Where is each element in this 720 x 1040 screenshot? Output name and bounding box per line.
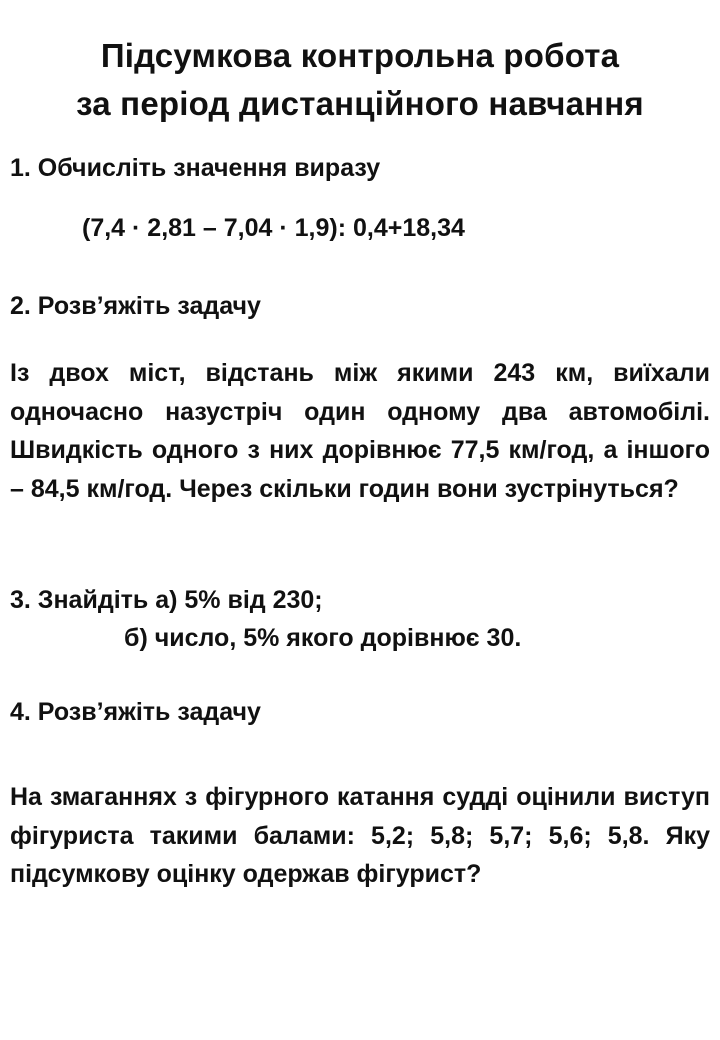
- task-1-heading: 1. Обчисліть значення виразу: [10, 154, 381, 182]
- page-title: [0, 32, 720, 128]
- title-line-1: Підсумкова контрольна робота: [100, 37, 620, 74]
- task-4-text: На змаганнях з фігурного катання судді оцінили виступ фігуриста такими балами: 5,2; 5,8; 5,7; 5,6; 5,8. Яку підсумкову оцінку одержав фігурист?: [10, 783, 710, 888]
- task-1-expression: (7,4 · 2,81 – 7,04 · 1,9): 0,4+18,34: [82, 214, 465, 242]
- task-2-heading: 2. Розв’яжіть задачу: [10, 292, 261, 320]
- task-4-heading: 4. Розв’яжіть задачу: [10, 698, 261, 726]
- task-2-text: Із двох міст, відстань між якими 243 км, виїхали одночасно назустріч один одному два автомобілі. Швидкість одного з них дорівнює 77,5 км/год, а іншого – 84,5 км/год. Через скільки годин вони зустрінуться?: [10, 359, 710, 503]
- title-line-2: за період дистанційного навчання: [76, 85, 644, 122]
- task-3-heading: 3. Знайдіть а) 5% від 230;: [10, 586, 323, 614]
- task-3-subitem: б) число, 5% якого дорівнює 30.: [124, 624, 522, 652]
